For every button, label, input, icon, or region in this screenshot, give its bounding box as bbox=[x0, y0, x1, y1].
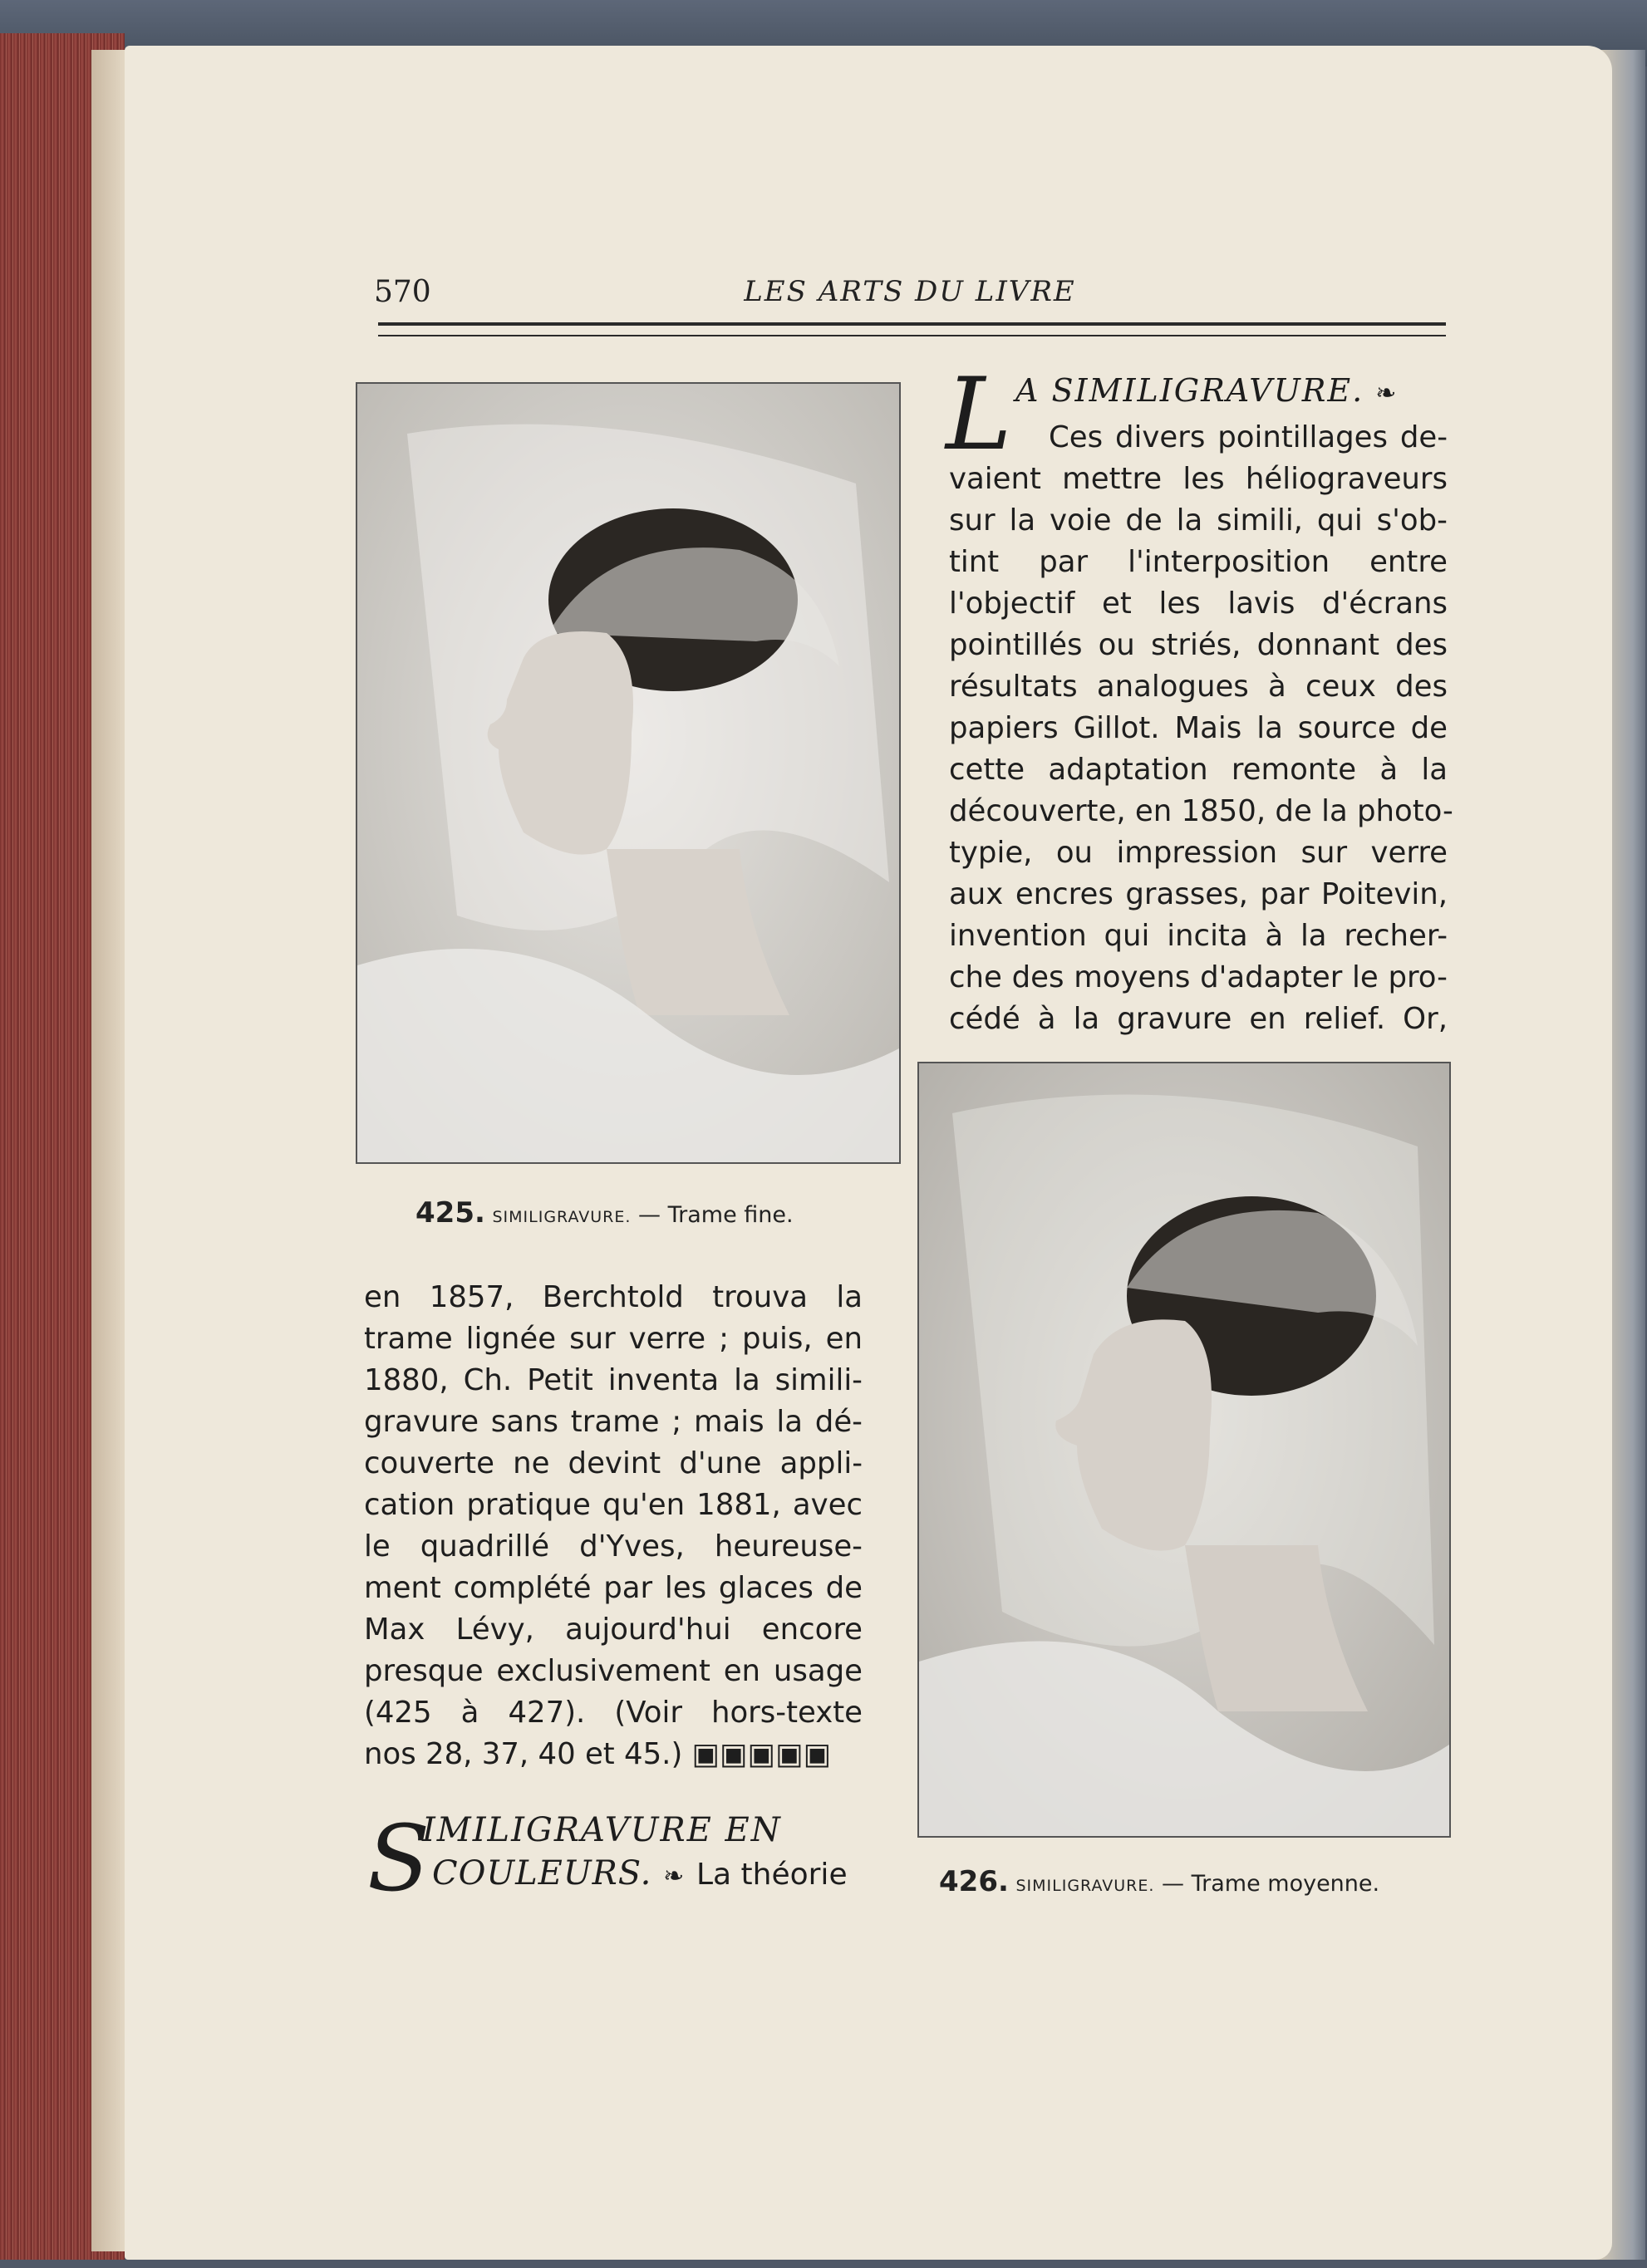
text-line: 1880, Ch. Petit inventa la simili- bbox=[364, 1363, 863, 1397]
text-line: en 1857, Berchtold trouva la bbox=[364, 1280, 863, 1314]
text-line: ment complété par les glaces de bbox=[364, 1571, 863, 1605]
section-title-line1: IMILIGRAVURE EN bbox=[422, 1811, 782, 1849]
drop-cap-L: L bbox=[946, 357, 1012, 473]
text-line: Ces divers pointillages de- bbox=[1049, 420, 1448, 454]
body-text-left-column bbox=[364, 1277, 863, 1775]
text-line: le quadrillé d'Yves, heureuse- bbox=[364, 1529, 863, 1564]
text-line: cette adaptation remonte à la bbox=[949, 753, 1448, 787]
running-title: LES ARTS DU LIVRE bbox=[744, 275, 1076, 308]
figure-426-caption bbox=[939, 1865, 1379, 1898]
figure-description: — Trame fine. bbox=[638, 1202, 794, 1228]
section-title-similigravure bbox=[1015, 372, 1398, 409]
header-rule-thin bbox=[378, 335, 1446, 336]
text-line: l'objectif et les lavis d'écrans bbox=[949, 587, 1448, 621]
text-line: cation pratique qu'en 1881, avec bbox=[364, 1488, 863, 1522]
text-line: sur la voie de la simili, qui s'ob- bbox=[949, 503, 1448, 538]
figure-425-caption bbox=[415, 1196, 794, 1230]
figure-number: 425. bbox=[415, 1196, 485, 1230]
text-line: typie, ou impression sur verre bbox=[949, 836, 1448, 870]
text-line: tint par l'interposition entre bbox=[949, 545, 1448, 579]
figure-label: SIMILIGRAVURE. bbox=[1015, 1877, 1155, 1895]
page-number: 570 bbox=[374, 275, 431, 309]
section-title-text: COULEURS. bbox=[432, 1854, 652, 1892]
figure-description: — Trame moyenne. bbox=[1162, 1871, 1380, 1897]
text-line: Max Lévy, aujourd'hui encore bbox=[364, 1613, 863, 1647]
fleuron-icon: ❧ bbox=[663, 1862, 686, 1891]
text-line: pointillés ou striés, donnant des bbox=[949, 628, 1448, 662]
header-rule bbox=[378, 322, 1446, 326]
section-title-line2 bbox=[432, 1854, 848, 1892]
text-line: papiers Gillot. Mais la source de bbox=[949, 711, 1448, 745]
text-line: invention qui incita à la recher- bbox=[949, 919, 1448, 953]
text-line: découverte, en 1850, de la photo- bbox=[949, 794, 1453, 828]
figure-label: SIMILIGRAVURE. bbox=[492, 1208, 632, 1226]
fleuron-icon: ❧ bbox=[1375, 379, 1399, 408]
figure-426-photo bbox=[917, 1062, 1451, 1838]
drop-cap-S: S bbox=[367, 1805, 430, 1912]
text-line: che des moyens d'adapter le pro- bbox=[949, 960, 1448, 994]
text-line: (425 à 427). (Voir hors-texte bbox=[364, 1696, 863, 1730]
text-continuation: La théorie bbox=[696, 1858, 848, 1892]
page-header bbox=[374, 270, 1446, 312]
figure-425-photo bbox=[356, 382, 901, 1164]
body-text-right-column bbox=[949, 417, 1453, 1040]
text-line: vaient mettre les héliograveurs bbox=[949, 462, 1448, 496]
text-line: résultats analogues à ceux des bbox=[949, 670, 1448, 704]
text-line: aux encres grasses, par Poitevin, bbox=[949, 877, 1448, 911]
text-line: nos 28, 37, 40 et 45.) ▣▣▣▣▣ bbox=[364, 1737, 832, 1771]
section-title-text: A SIMILIGRAVURE. bbox=[1015, 372, 1364, 409]
text-line: gravure sans trame ; mais la dé- bbox=[364, 1405, 863, 1439]
text-line: trame lignée sur verre ; puis, en bbox=[364, 1322, 863, 1356]
figure-number: 426. bbox=[939, 1865, 1009, 1898]
text-line: couverte ne devint d'une appli- bbox=[364, 1446, 863, 1480]
text-line: cédé à la gravure en relief. Or, bbox=[949, 1002, 1448, 1036]
text-line: presque exclusivement en usage bbox=[364, 1654, 863, 1688]
